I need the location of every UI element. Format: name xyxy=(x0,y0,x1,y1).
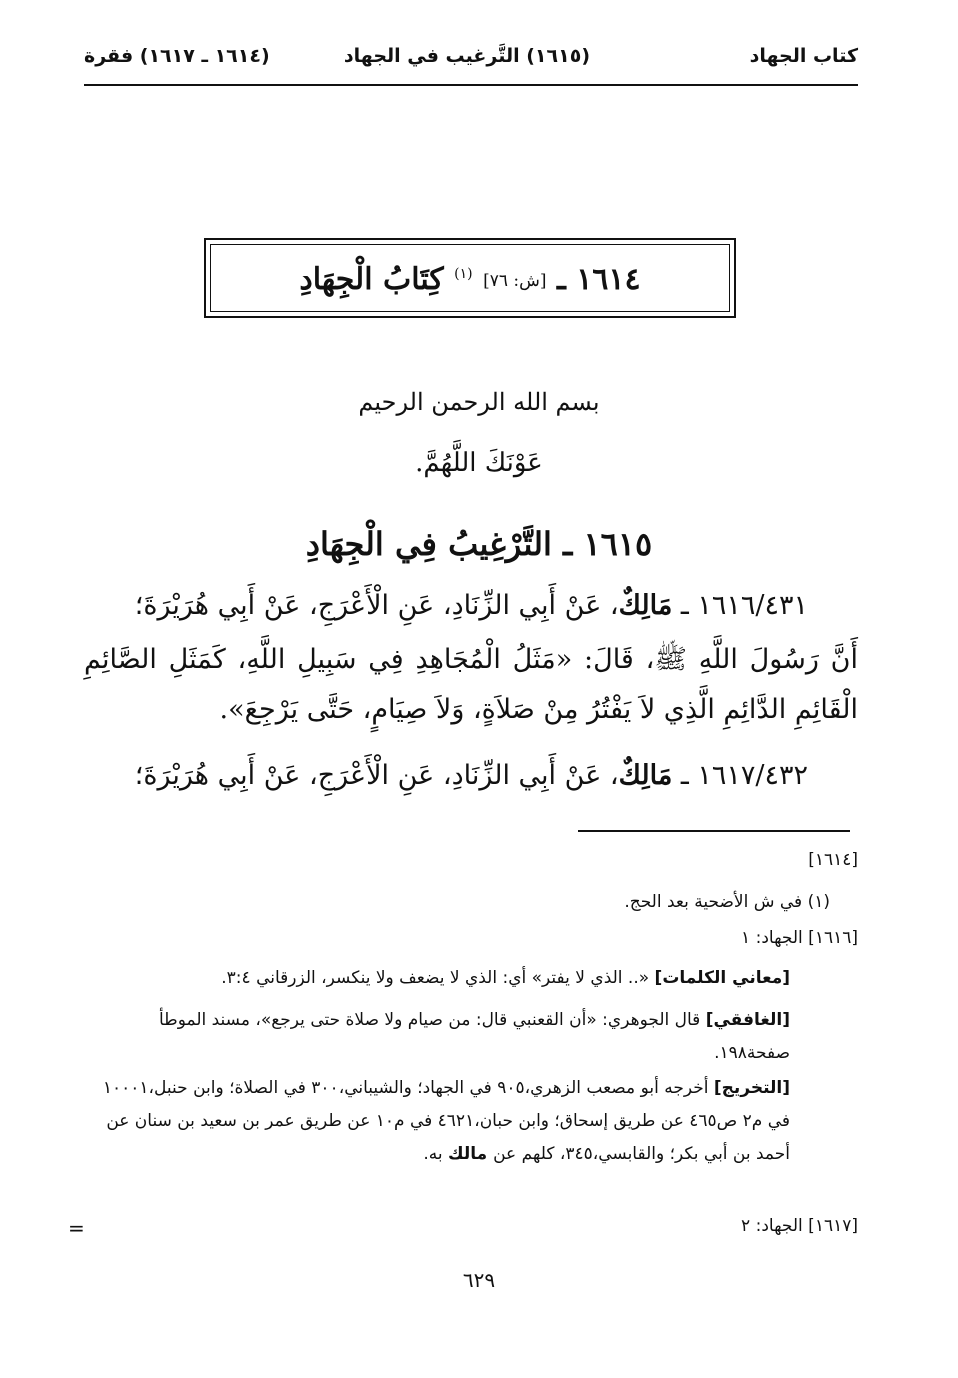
running-header-paragraph-range: (١٦١٤ ـ ١٦١٧) فقرة xyxy=(84,45,270,67)
header-rule xyxy=(84,84,858,86)
hadith-1617-narrator: مَالِكٌ xyxy=(618,760,673,791)
basmala: بسم الله الرحمن الرحيم xyxy=(358,388,600,416)
continuation-mark: = xyxy=(68,1216,85,1240)
page-number: ٦٢٩ xyxy=(462,1268,496,1292)
note-word-meanings-text: «.. الذي لا يفتر» أي: الذي لا يضعف ولا ينكسر، الزرقاني ٣:٤. xyxy=(221,968,655,988)
footnote-1: (١) في ش الأضحية بعد الحج. xyxy=(624,892,830,912)
note-ghafiqi-label: [الغافقي] xyxy=(705,1010,790,1030)
note-takhrij-label: [التخريج] xyxy=(713,1078,790,1098)
chapter-ref: [ش: ٧٦] xyxy=(483,271,547,291)
hadith-1616-line-3: الْقَائِمِ الدَّائِمِ الَّذِي لاَ يَفْتُرُ مِنْ صَلاَةٍ، وَلاَ صِيَامٍ، حَتَّى يَرْجِعَ». xyxy=(219,694,858,725)
running-header-book: كتاب الجهاد xyxy=(749,45,858,67)
chapter-number: ١٦١٤ ـ xyxy=(556,262,641,297)
chapter-title-box xyxy=(204,238,736,318)
section-title: ١٦١٥ ـ التَّرْغِيبُ فِي الْجِهَادِ xyxy=(305,525,653,563)
chapter-title xyxy=(206,262,734,297)
note-takhrij-text: أخرجه أبو مصعب الزهري،٩٠٥ في الجهاد؛ والشيباني،٣٠٠ في الصلاة؛ وابن حنبل،١٠٠٠١ في م٢ ص٤٦٥ عن طريق إسحاق؛ وابن حبان،٤٦٢١ في م١٠ عن طريق عمر بن سعيد بن سنان عن أحمد بن أبي بكر؛ والقابسي،٣٤٥، كلهم عن xyxy=(102,1078,790,1164)
running-header-chapter: (١٦١٥) التَّرغيب في الجهاد xyxy=(343,45,590,67)
hadith-1617-chain: ، عَنْ أَبِي الزِّنَادِ، عَنِ الْأَعْرَجِ، عَنْ أَبِي هُرَيْرَةَ؛ xyxy=(134,760,619,791)
hadith-1617-number: ١٦١٧/٤٣٢ ـ xyxy=(680,760,808,791)
hadith-1617-line-1 xyxy=(135,760,808,791)
hadith-1616-number: ١٦١٦/٤٣١ ـ xyxy=(680,590,808,621)
footnote-ref-1617: [١٦١٧] الجهاد: ٢ xyxy=(741,1216,858,1236)
hadith-1616-line-1 xyxy=(135,590,808,621)
note-takhrij-malik: مالك xyxy=(448,1144,494,1164)
footnote-ref-1614: [١٦١٤] xyxy=(808,850,858,870)
footnote-ref-1616: [١٦١٦] الجهاد: ١ xyxy=(741,928,858,948)
chapter-title-text: كِتَابُ الْجِهَادِ xyxy=(299,262,444,297)
note-ghafiqi-text: قال الجوهري: «أن القعنبي قال: من صيام ولا صلاة حتى يرجع»، مسند الموطأ صفحة١٩٨. xyxy=(159,1010,790,1063)
hadith-1616-line-2: أَنَّ رَسُولَ اللَّهِ ﷺ، قَالَ: «مَثَلُ الْمُجَاهِدِ فِي سَبِيلِ اللَّهِ، كَمَثَلِ الصَّائِمِ xyxy=(84,644,858,675)
note-takhrij xyxy=(84,1072,790,1171)
note-ghafiqi xyxy=(84,1004,790,1070)
note-word-meanings xyxy=(84,962,790,995)
hadith-1616-chain: ، عَنْ أَبِي الزِّنَادِ، عَنِ الْأَعْرَجِ، عَنْ أَبِي هُرَيْرَةَ؛ xyxy=(134,590,619,621)
chapter-footnote-mark: (١) xyxy=(454,266,473,282)
invocation: عَوْنَكَ اللَّهُمَّ. xyxy=(415,448,543,478)
hadith-1616-narrator: مَالِكٌ xyxy=(618,590,673,621)
note-word-meanings-label: [معاني الكلمات] xyxy=(654,968,790,988)
note-takhrij-end: به. xyxy=(423,1144,449,1164)
footnote-rule xyxy=(578,830,850,832)
